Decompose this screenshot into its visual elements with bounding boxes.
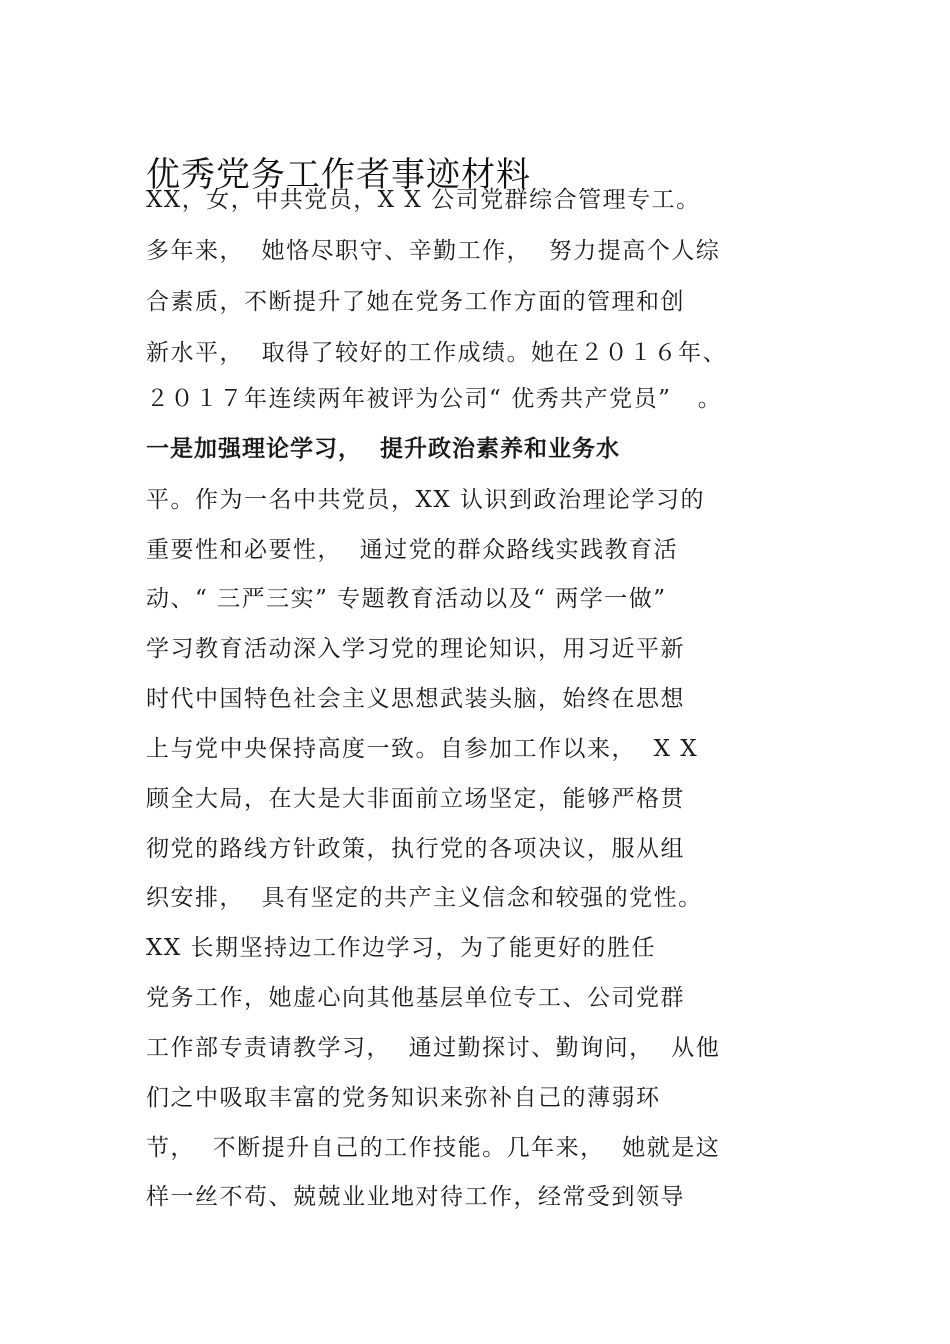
body-line-11: 时代中国特色社会主义思想武装头脑，始终在思想 [146,686,685,712]
body-line-16: XX 长期坚持边工作边学习，为了能更好的胜任 [146,935,657,961]
body-line-15: 织安排， 具有坚定的共产主义信念和较强的党性。 [146,885,703,911]
body-line-21: 样一丝不苟、兢兢业业地对待工作，经常受到领导 [146,1184,685,1210]
body-line-20: 节， 不断提升自己的工作技能。几年来， 她就是这 [146,1135,721,1161]
body-line-2: 多年来， 她恪尽职守、辛勤工作， 努力提高个人综 [146,238,721,264]
body-line-18: 工作部专责请教学习， 通过勤探讨、勤询问， 从他 [146,1035,721,1061]
body-line-19: 们之中吸取丰富的党务知识来弥补自己的薄弱环 [146,1085,661,1111]
body-line-9: 动、“ 三严三实” 专题教育活动以及“ 两学一做” [146,586,667,612]
body-line-8: 重要性和必要性， 通过党的群众路线实践教育活 [146,537,679,563]
body-line-1: XX，女，中共党员，X X 公司党群综合管理专工。 [146,187,701,213]
body-line-13: 顾全大局，在大是大非面前立场坚定，能够严格贯 [146,786,685,812]
body-line-12: 上与党中央保持高度一致。自参加工作以来， X X [146,736,699,762]
body-line-17: 党务工作，她虚心向其他基层单位专工、公司党群 [146,985,685,1011]
document-title: 优秀党务工作者事迹材料 [146,154,531,195]
body-line-7: 平。作为一名中共党员，XX 认识到政治理论学习的 [146,487,706,513]
body-line-10: 学习教育活动深入学习党的理论知识，用习近平新 [146,636,685,662]
body-line-3: 合素质，不断提升了她在党务工作方面的管理和创 [146,289,685,315]
body-line-4: 新水平， 取得了较好的工作成绩。她在２０１６年、 [146,340,728,366]
section-heading: 一是加强理论学习， 提升政治素养和业务水 [146,436,621,462]
body-line-5: ２０１７年连续两年被评为公司“ 优秀共产党员” 。 [146,386,723,412]
body-line-14: 彻党的路线方针政策，执行党的各项决议，服从组 [146,836,685,862]
